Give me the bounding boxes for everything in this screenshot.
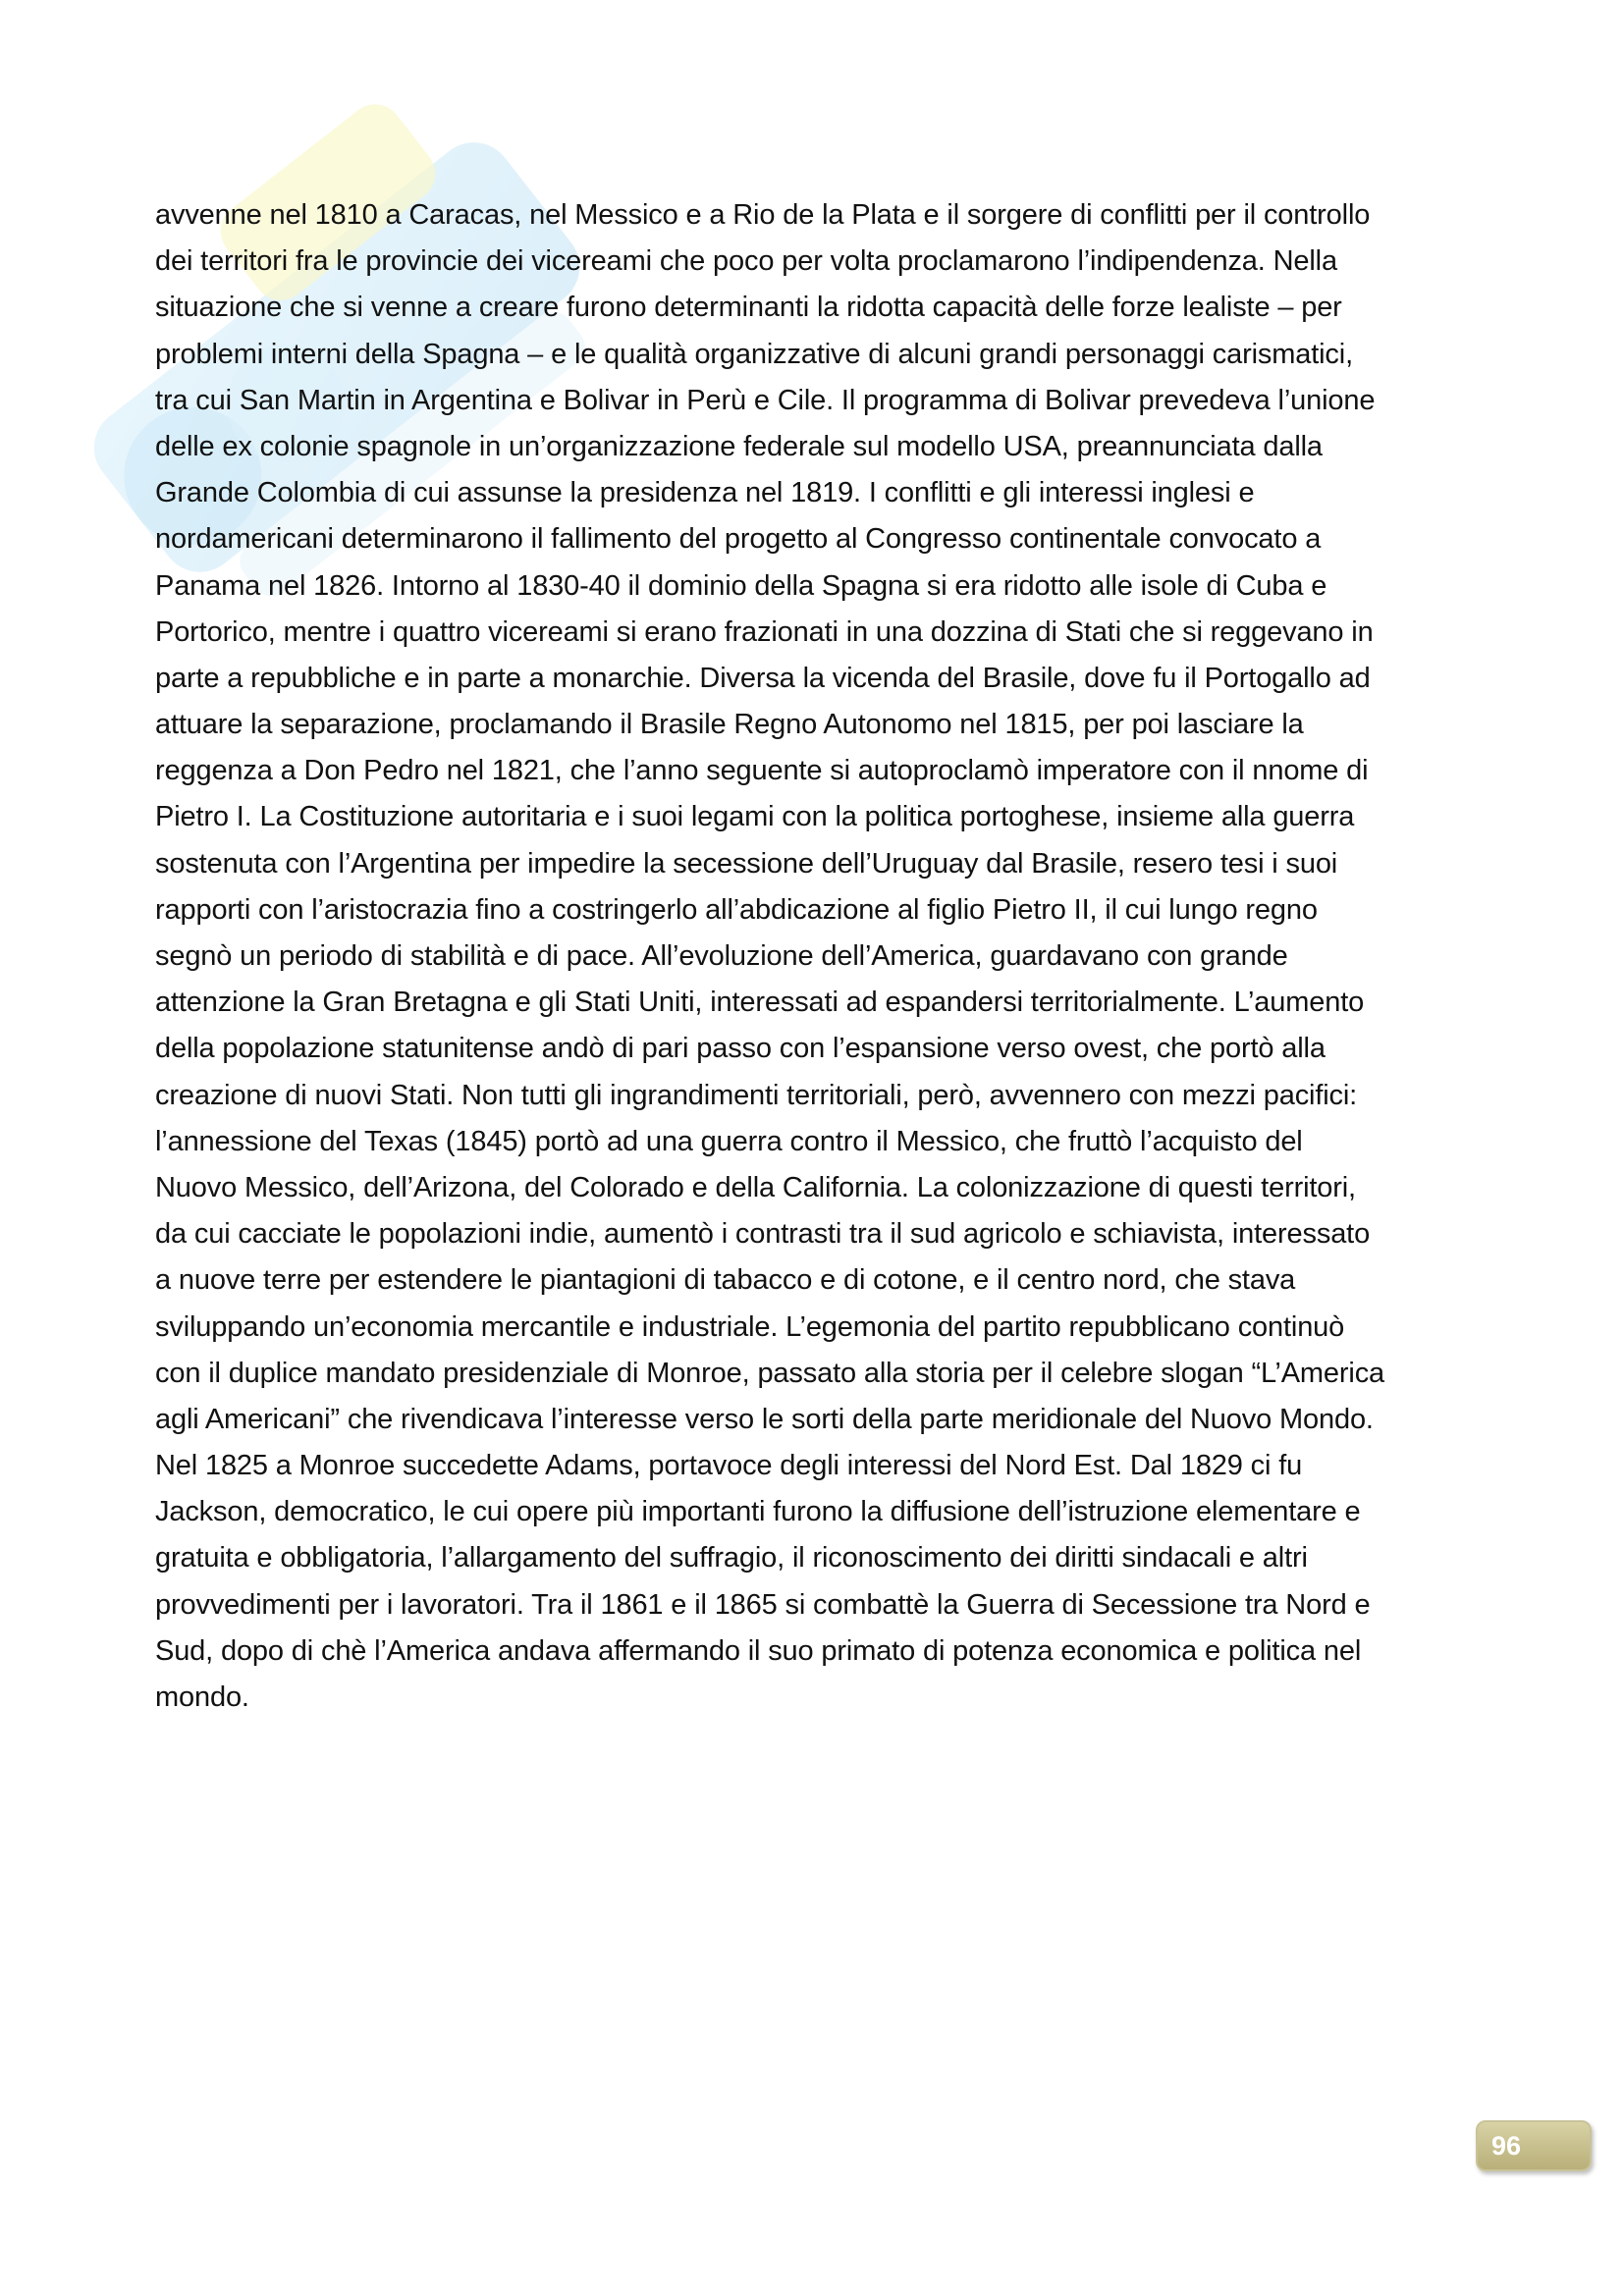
body-line: dei territori fra le provincie dei vicereami che poco per volta proclamarono l’indipendenza. Nella: [155, 245, 1337, 278]
body-line: Grande Colombia di cui assunse la presidenza nel 1819. I conflitti e gli interessi inglesi e: [155, 477, 1255, 509]
body-line: problemi interni della Spagna – e le qualità organizzative di alcuni grandi personaggi carismatici,: [155, 338, 1353, 370]
body-line: segnò un periodo di stabilità e di pace. All’evoluzione dell’America, guardavano con grande: [155, 940, 1288, 972]
body-line: della popolazione statunitense andò di pari passo con l’espansione verso ovest, che portò alla: [155, 1033, 1326, 1065]
page-number: 96: [1491, 2131, 1522, 2161]
body-line: Panama nel 1826. Intorno al 1830-40 il dominio della Spagna si era ridotto alle isole di Cuba e: [155, 569, 1327, 602]
body-line: Pietro I. La Costituzione autoritaria e i suoi legami con la politica portoghese, insieme alla guerra: [155, 801, 1355, 833]
body-line: rapporti con l’aristocrazia fino a costringerlo all’abdicazione al figlio Pietro II, il cui lungo regno: [155, 893, 1318, 926]
body-line: Nuovo Messico, dell’Arizona, del Colorado e della California. La colonizzazione di questi territori,: [155, 1171, 1356, 1203]
body-line: attenzione la Gran Bretagna e gli Stati Uniti, interessati ad espandersi territorialmente. L’aumento: [155, 987, 1365, 1019]
body-line: reggenza a Don Pedro nel 1821, che l’anno seguente si autoproclamò imperatore con il nnome di: [155, 755, 1369, 787]
body-line: Nel 1825 a Monroe succedette Adams, portavoce degli interessi del Nord Est. Dal 1829 ci fu: [155, 1450, 1303, 1482]
body-line: sostenuta con l’Argentina per impedire la secessione dell’Uruguay dal Brasile, resero tesi i suoi: [155, 847, 1338, 880]
body-line: attuare la separazione, proclamando il Brasile Regno Autonomo nel 1815, per poi lasciare la: [155, 709, 1304, 741]
body-line: a nuove terre per estendere le piantagioni di tabacco e di cotone, e il centro nord, che stava: [155, 1264, 1296, 1297]
body-line: delle ex colonie spagnole in un’organizzazione federale sul modello USA, preannunciata dalla: [155, 430, 1323, 462]
body-line: parte a repubbliche e in parte a monarchie. Diversa la vicenda del Brasile, dove fu il Portogallo ad: [155, 662, 1371, 694]
body-line: mondo.: [155, 1682, 249, 1713]
body-line: gratuita e obbligatoria, l’allargamento del suffragio, il riconoscimento dei diritti sindacali e altri: [155, 1542, 1308, 1575]
page-number-badge: [1476, 2120, 1592, 2171]
body-line: Portorico, mentre i quattro vicereami si erano frazionati in una dozzina di Stati che si reggevano in: [155, 615, 1374, 648]
body-line: tra cui San Martin in Argentina e Bolivar in Perù e Cile. Il programma di Bolivar prevedeva l’unione: [155, 384, 1376, 416]
body-line: nordamericani determinarono il fallimento del progetto al Congresso continentale convocato a: [155, 523, 1322, 556]
body-line: provvedimenti per i lavoratori. Tra il 1861 e il 1865 si combattè la Guerra di Secessione tra Nord e: [155, 1588, 1371, 1621]
document-body: [155, 192, 1481, 1721]
body-line: situazione che si venne a creare furono determinanti la ridotta capacità delle forze lealiste – per: [155, 292, 1342, 324]
body-line: avvenne nel 1810 a Caracas, nel Messico e a Rio de la Plata e il sorgere di conflitti per il controllo: [155, 199, 1371, 231]
body-line: l’annessione del Texas (1845) portò ad una guerra contro il Messico, che fruttò l’acquisto del: [155, 1125, 1303, 1157]
body-line: con il duplice mandato presidenziale di Monroe, passato alla storia per il celebre slogan “L’America: [155, 1357, 1385, 1389]
body-line: da cui cacciate le popolazioni indie, aumentò i contrasti tra il sud agricolo e schiavista, interessato: [155, 1218, 1371, 1251]
body-line: Jackson, democratico, le cui opere più importanti furono la diffusione dell’istruzione elementare e: [155, 1496, 1361, 1528]
body-line: Sud, dopo di chè l’America andava affermando il suo primato di potenza economica e politica nel: [155, 1634, 1362, 1667]
body-line: sviluppando un’economia mercantile e industriale. L’egemonia del partito repubblicano continuò: [155, 1310, 1345, 1343]
body-line: creazione di nuovi Stati. Non tutti gli ingrandimenti territoriali, però, avvennero con mezzi pacifici:: [155, 1079, 1358, 1111]
body-line: agli Americani” che rivendicava l’interesse verso le sorti della parte meridionale del Nuovo Mondo.: [155, 1403, 1374, 1435]
